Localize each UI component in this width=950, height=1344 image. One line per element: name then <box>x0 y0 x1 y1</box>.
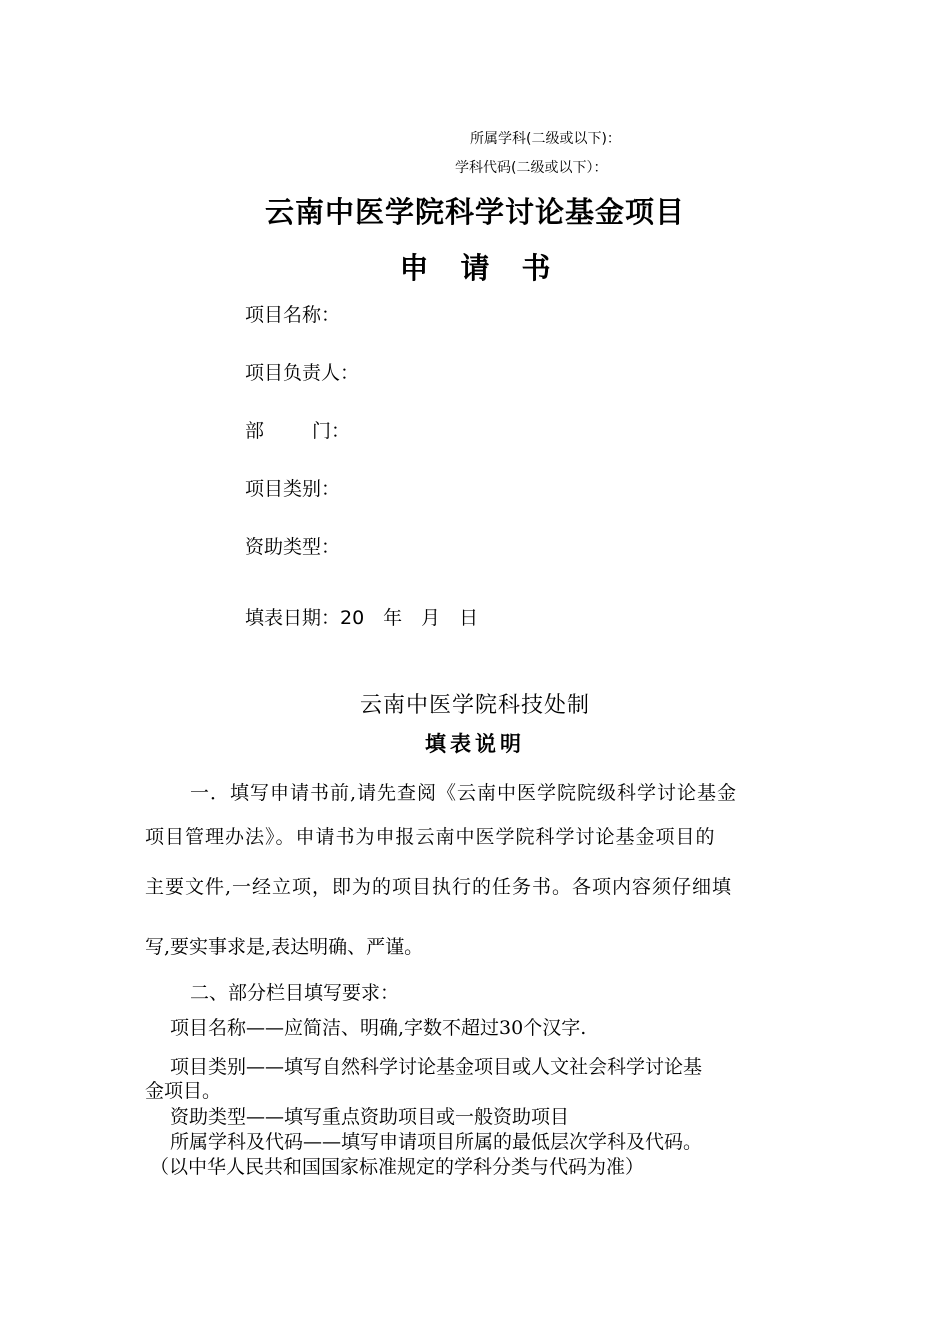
instructions-title: 填表说明 <box>425 732 525 756</box>
department-label <box>245 416 350 443</box>
department-label-part: 门： <box>312 420 351 442</box>
instruction-line: 主要文件,一经立项，即为的项目执行的任务书。各项内容须仔细填 <box>145 876 733 898</box>
document-title: 云南中医学院科学讨论基金项目 <box>264 195 685 229</box>
instruction-line: 项目管理办法》。申请书为申报云南中医学院科学讨论基金项目的 <box>145 826 716 848</box>
project-category-label: 项目类别： <box>245 478 341 500</box>
requirement-line: 项目类别——填写自然科学讨论基金项目或人文社会科学讨论基 <box>170 1056 703 1078</box>
requirement-line: （以中华人民共和国国家标准规定的学科分类与代码为准） <box>150 1156 645 1178</box>
funding-type-label: 资助类型： <box>245 536 341 558</box>
document-subtitle <box>0 246 950 287</box>
instruction-line: 写,要实事求是,表达明确、严谨。 <box>145 936 424 958</box>
project-name-label: 项目名称： <box>245 304 341 326</box>
subtitle-char: 申 <box>399 251 429 285</box>
subject-code-label: 学科代码(二级或以下）： <box>455 160 608 176</box>
section-heading: 二、部分栏目填写要求： <box>190 982 400 1004</box>
issuer-line: 云南中医学院科技处制 <box>359 693 590 718</box>
requirement-line: 项目名称——应简洁、明确,字数不超过30个汉字. <box>170 1017 587 1039</box>
subtitle-char: 书 <box>521 251 551 285</box>
subtitle-char: 请 <box>460 251 490 285</box>
requirement-line: 金项目。 <box>145 1080 222 1102</box>
department-label-part: 部 <box>245 420 265 442</box>
instruction-line: 一．填写申请书前,请先查阅《云南中医学院院级科学讨论基金 <box>190 782 738 804</box>
requirement-line: 资助类型——填写重点资助项目或一般资助项目 <box>170 1106 570 1128</box>
requirement-line: 所属学科及代码——填写申请项目所属的最低层次学科及代码。 <box>170 1131 703 1153</box>
project-leader-label: 项目负责人： <box>245 362 360 384</box>
fill-date-label: 填表日期：20 年 月 日 <box>245 607 479 629</box>
subject-label: 所属学科(二级或以下)： <box>470 131 621 147</box>
